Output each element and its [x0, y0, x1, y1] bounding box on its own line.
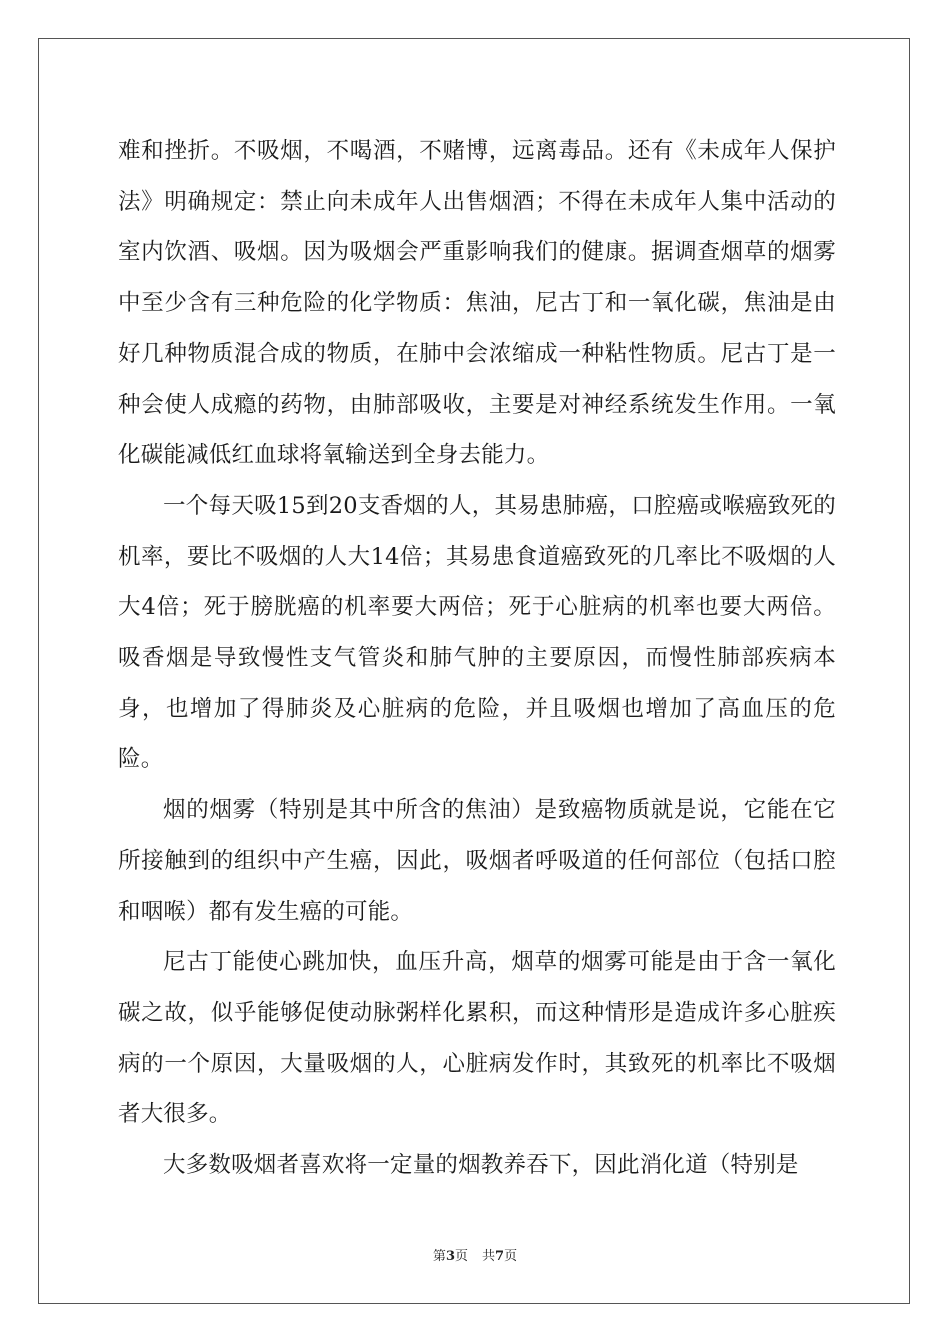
- paragraph-3: 烟的烟雾（特别是其中所含的焦油）是致癌物质就是说，它能在它所接触到的组织中产生癌，因此，吸烟者呼吸道的任何部位（包括口腔和咽喉）都有发生癌的可能。: [118, 797, 836, 925]
- current-page-number: 3: [445, 1249, 455, 1264]
- total-page-count: 7: [495, 1249, 505, 1264]
- paragraph-2: 一个每天吸15到20支香烟的人，其易患肺癌，口腔癌或喉癌致死的机率，要比不吸烟的人大14倍；其易患食道癌致死的几率比不吸烟的人大4倍；死于膀胱癌的机率要大两倍；死于心脏病的机率也要大两倍。吸香烟是导致慢性支气管炎和肺气肿的主要原因，而慢性肺部疾病本身，也增加了得肺炎及心脏病的危险，并且吸烟也增加了高血压的危险。: [118, 492, 836, 773]
- paragraph-5: 大多数吸烟者喜欢将一定量的烟教养吞下，因此消化道（特别是: [163, 1152, 799, 1179]
- page-label-prefix: 第: [432, 1249, 446, 1264]
- document-body: [118, 126, 836, 1191]
- total-label-suffix: 页: [504, 1249, 518, 1264]
- total-label-prefix: 共: [482, 1249, 496, 1264]
- paragraph-1: 难和挫折。不吸烟，不喝酒，不赌博，远离毒品。还有《未成年人保护法》明确规定：禁止向未成年人出售烟酒；不得在未成年人集中活动的室内饮酒、吸烟。因为吸烟会严重影响我们的健康。据调查烟草的烟雾中至少含有三种危险的化学物质：焦油，尼古丁和一氧化碳，焦油是由好几种物质混合成的物质，在肺中会浓缩成一种粘性物质。尼古丁是一种会使人成瘾的药物，由肺部吸收，主要是对神经系统发生作用。一氧化碳能减低红血球将氧输送到全身去能力。: [118, 138, 836, 469]
- page-footer: [0, 1245, 950, 1264]
- page-label-suffix: 页: [454, 1249, 468, 1264]
- paragraph-4: 尼古丁能使心跳加快，血压升高，烟草的烟雾可能是由于含一氧化碳之故，似乎能够促使动脉粥样化累积，而这种情形是造成许多心脏疾病的一个原因，大量吸烟的人，心脏病发作时，其致死的机率比不吸烟者大很多。: [118, 949, 836, 1128]
